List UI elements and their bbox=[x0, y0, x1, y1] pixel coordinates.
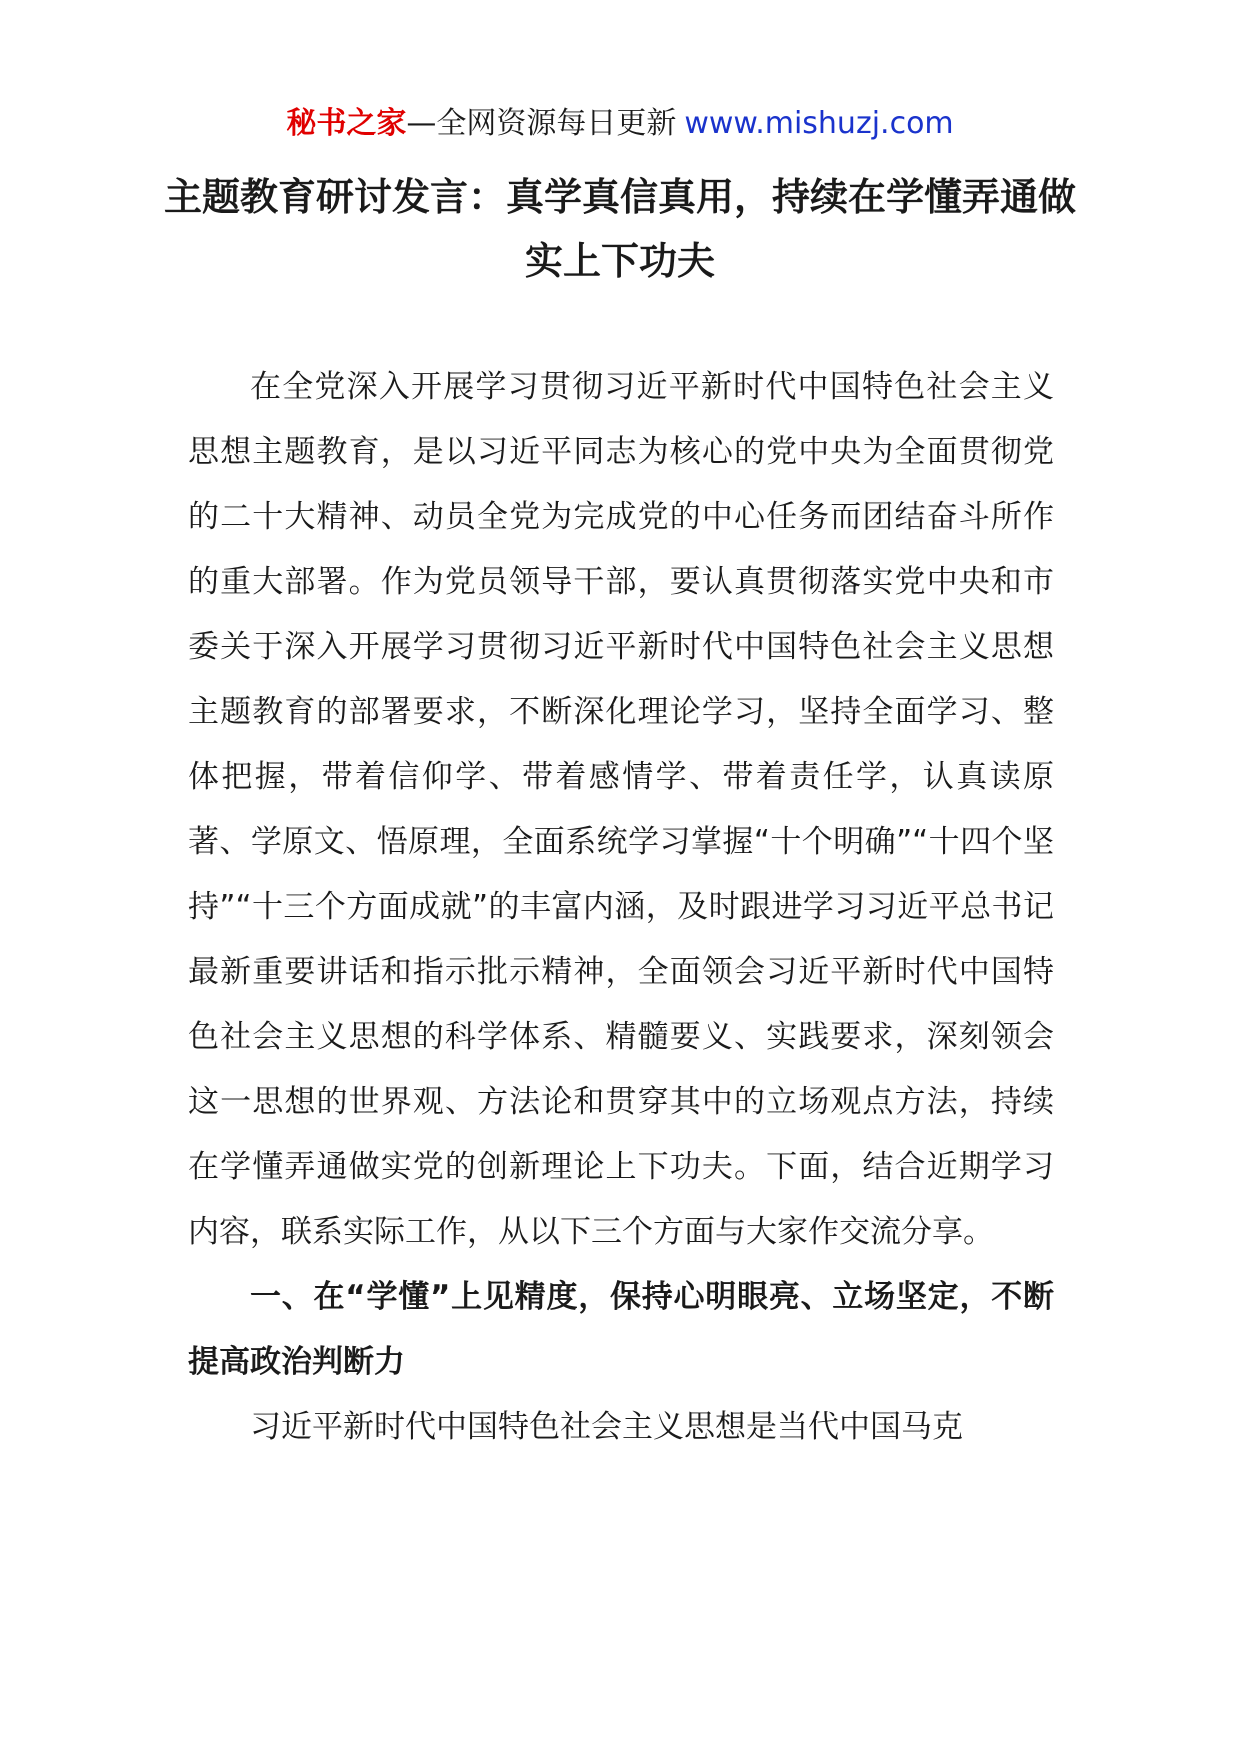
site-tagline: —全网资源每日更新 bbox=[406, 106, 677, 141]
document-title: 主题教育研讨发言：真学真信真用，持续在学懂弄通做实上下功夫 bbox=[163, 175, 1076, 283]
section-heading-1: 一、在“学懂”上见精度，保持心明眼亮、立场坚定，不断提高政治判断力 bbox=[188, 1279, 1054, 1380]
section-1-paragraph: 习近平新时代中国特色社会主义思想是当代中国马克 bbox=[250, 1409, 963, 1445]
site-header bbox=[0, 102, 1240, 146]
intro-paragraph: 在全党深入开展学习贯彻习近平新时代中国特色社会主义思想主题教育，是以习近平同志为核心的党中央为全面贯彻党的二十大精神、动员全党为完成党的中心任务而团结奋斗所作的重大部署。作为党员领导干部，要认真贯彻落实党中央和市委关于深入开展学习贯彻习近平新时代中国特色社会主义思想主题教育的部署要求，不断深化理论学习，坚持全面学习、整体把握，带着信仰学、带着感情学、带着责任学，认真读原著、学原文、悟原理，全面系统学习掌握“十个明确”“十四个坚持”“十三个方面成就”的丰富内涵，及时跟进学习习近平总书记最新重要讲话和指示批示精神，全面领会习近平新时代中国特色社会主义思想的科学体系、精髓要义、实践要求，深刻领会这一思想的世界观、方法论和贯穿其中的立场观点方法，持续在学懂弄通做实党的创新理论上下功夫。下面，结合近期学习内容，联系实际工作，从以下三个方面与大家作交流分享。 bbox=[188, 369, 1054, 1250]
site-brand: 秘书之家 bbox=[286, 106, 407, 141]
site-url-link[interactable]: www.mishuzj.com bbox=[684, 106, 954, 141]
document-body bbox=[188, 355, 1054, 1460]
